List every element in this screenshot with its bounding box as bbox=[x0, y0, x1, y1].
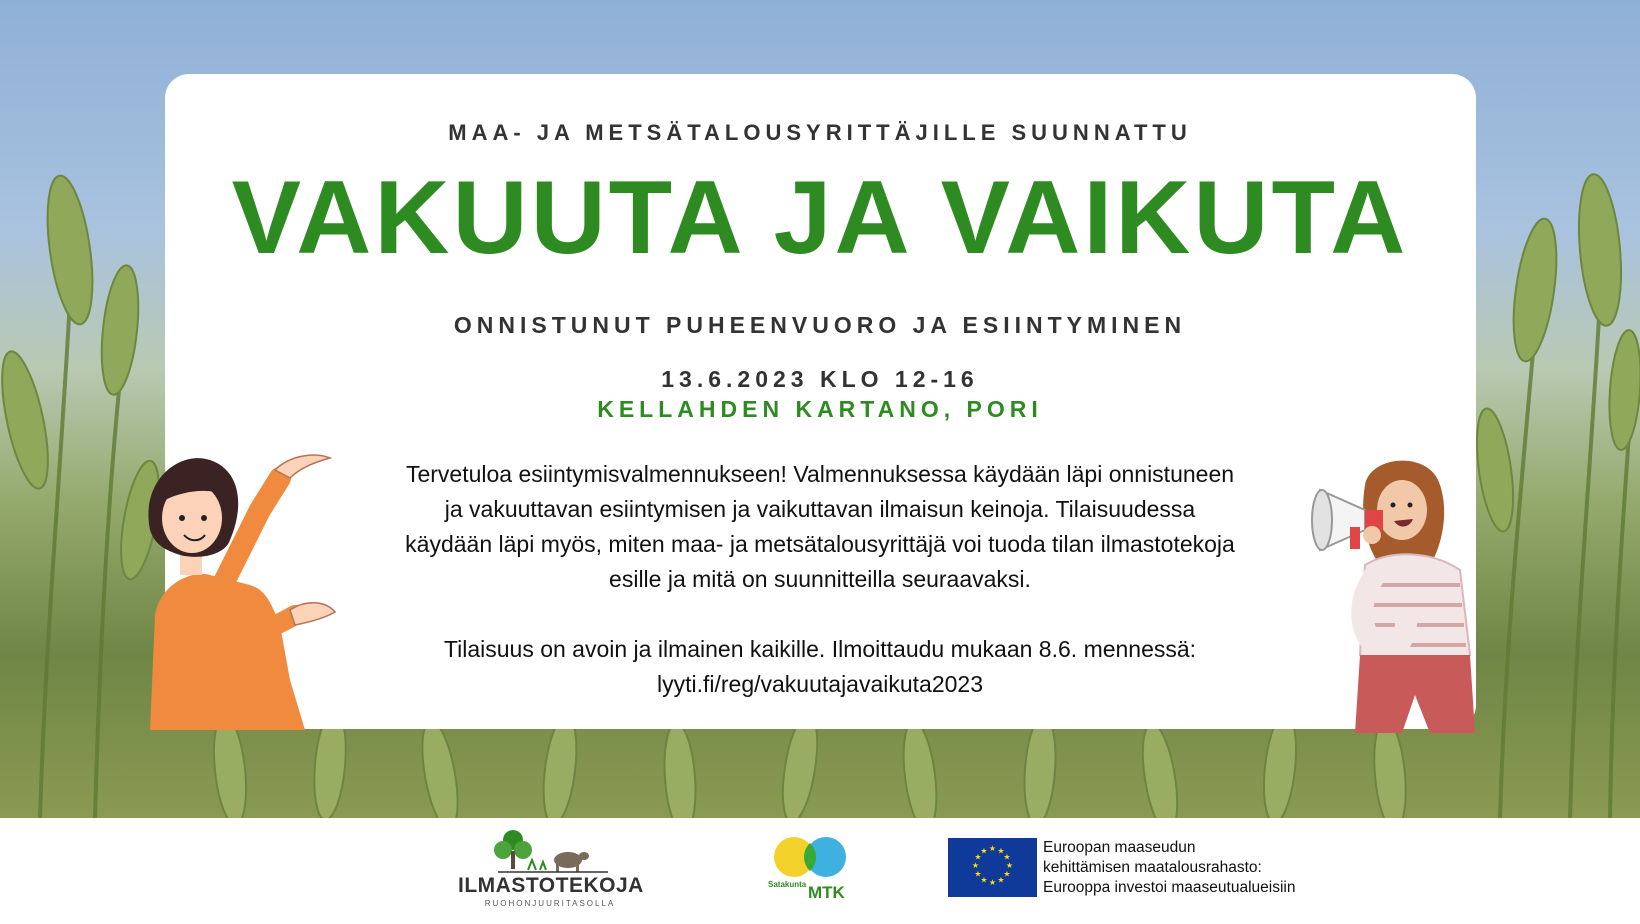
svg-text:★: ★ bbox=[1003, 869, 1011, 879]
event-description bbox=[350, 457, 1290, 702]
svg-text:★: ★ bbox=[997, 875, 1005, 885]
mtk-name: MTK bbox=[808, 883, 845, 902]
tree-and-animal-icon bbox=[458, 826, 642, 874]
eu-text-line: Euroopan maaseudun bbox=[1043, 839, 1196, 856]
mtk-rings-icon bbox=[766, 833, 856, 879]
mtk-region: Satakunta bbox=[768, 880, 807, 889]
eu-flag-icon bbox=[948, 838, 1037, 897]
event-location: KELLAHDEN KARTANO, PORI bbox=[597, 396, 1043, 422]
ilmastotekoja-tagline: RUOHONJUURITASOLLA bbox=[484, 899, 616, 908]
eu-stars-icon bbox=[948, 838, 1037, 897]
event-subtitle: ONNISTUNUT PUHEENVUORO JA ESIINTYMINEN bbox=[453, 312, 1187, 338]
eu-text-line: kehittämisen maatalousrahasto: bbox=[1043, 859, 1262, 876]
ilmastotekoja-name: ILMASTOTEKOJA bbox=[458, 874, 644, 897]
svg-text:★: ★ bbox=[971, 861, 980, 870]
ilmastotekoja-logo bbox=[458, 826, 642, 912]
svg-text:★: ★ bbox=[988, 878, 997, 887]
mtk-satakunta-logo bbox=[766, 833, 856, 903]
megaphone-woman-illustration bbox=[1310, 455, 1510, 735]
svg-text:★: ★ bbox=[974, 869, 982, 879]
registration-link[interactable]: lyyti.fi/reg/vakuutajavaikuta2023 bbox=[656, 671, 984, 697]
event-date: 13.6.2023 KLO 12-16 bbox=[661, 366, 979, 392]
svg-text:★: ★ bbox=[1003, 852, 1011, 862]
svg-text:★: ★ bbox=[974, 852, 982, 862]
kicker-text: MAA- JA METSÄTALOUSYRITTÄJILLE SUUNNATTU bbox=[448, 120, 1192, 145]
svg-text:★: ★ bbox=[980, 875, 988, 885]
svg-text:★: ★ bbox=[980, 846, 988, 856]
event-title: VAKUUTA JA VAIKUTA bbox=[231, 160, 1409, 276]
svg-text:★: ★ bbox=[997, 846, 1005, 856]
svg-text:★: ★ bbox=[1005, 861, 1014, 870]
description-line: esille ja mitä on suunnitteilla seuraavaksi. bbox=[609, 566, 1031, 592]
description-line: käydään läpi myös, miten maa- ja metsätalousyrittäjä voi tuoda tilan ilmastotekoja bbox=[405, 531, 1235, 557]
eu-text-line: Eurooppa investoi maaseutualueisiin bbox=[1043, 879, 1296, 896]
registration-text: Tilaisuus on avoin ja ilmainen kaikille. Ilmoittaudu mukaan 8.6. mennessä: bbox=[443, 636, 1197, 662]
presenter-woman-illustration bbox=[130, 450, 350, 730]
eu-funding-text bbox=[1043, 838, 1295, 898]
description-line: ja vakuuttavan esiintymisen ja vaikuttavan ilmaisun keinoja. Tilaisuudessa bbox=[444, 496, 1196, 522]
svg-text:★: ★ bbox=[988, 844, 997, 853]
description-line: Tervetuloa esiintymisvalmennukseen! Valmennuksessa käydään läpi onnistuneen bbox=[405, 461, 1235, 487]
